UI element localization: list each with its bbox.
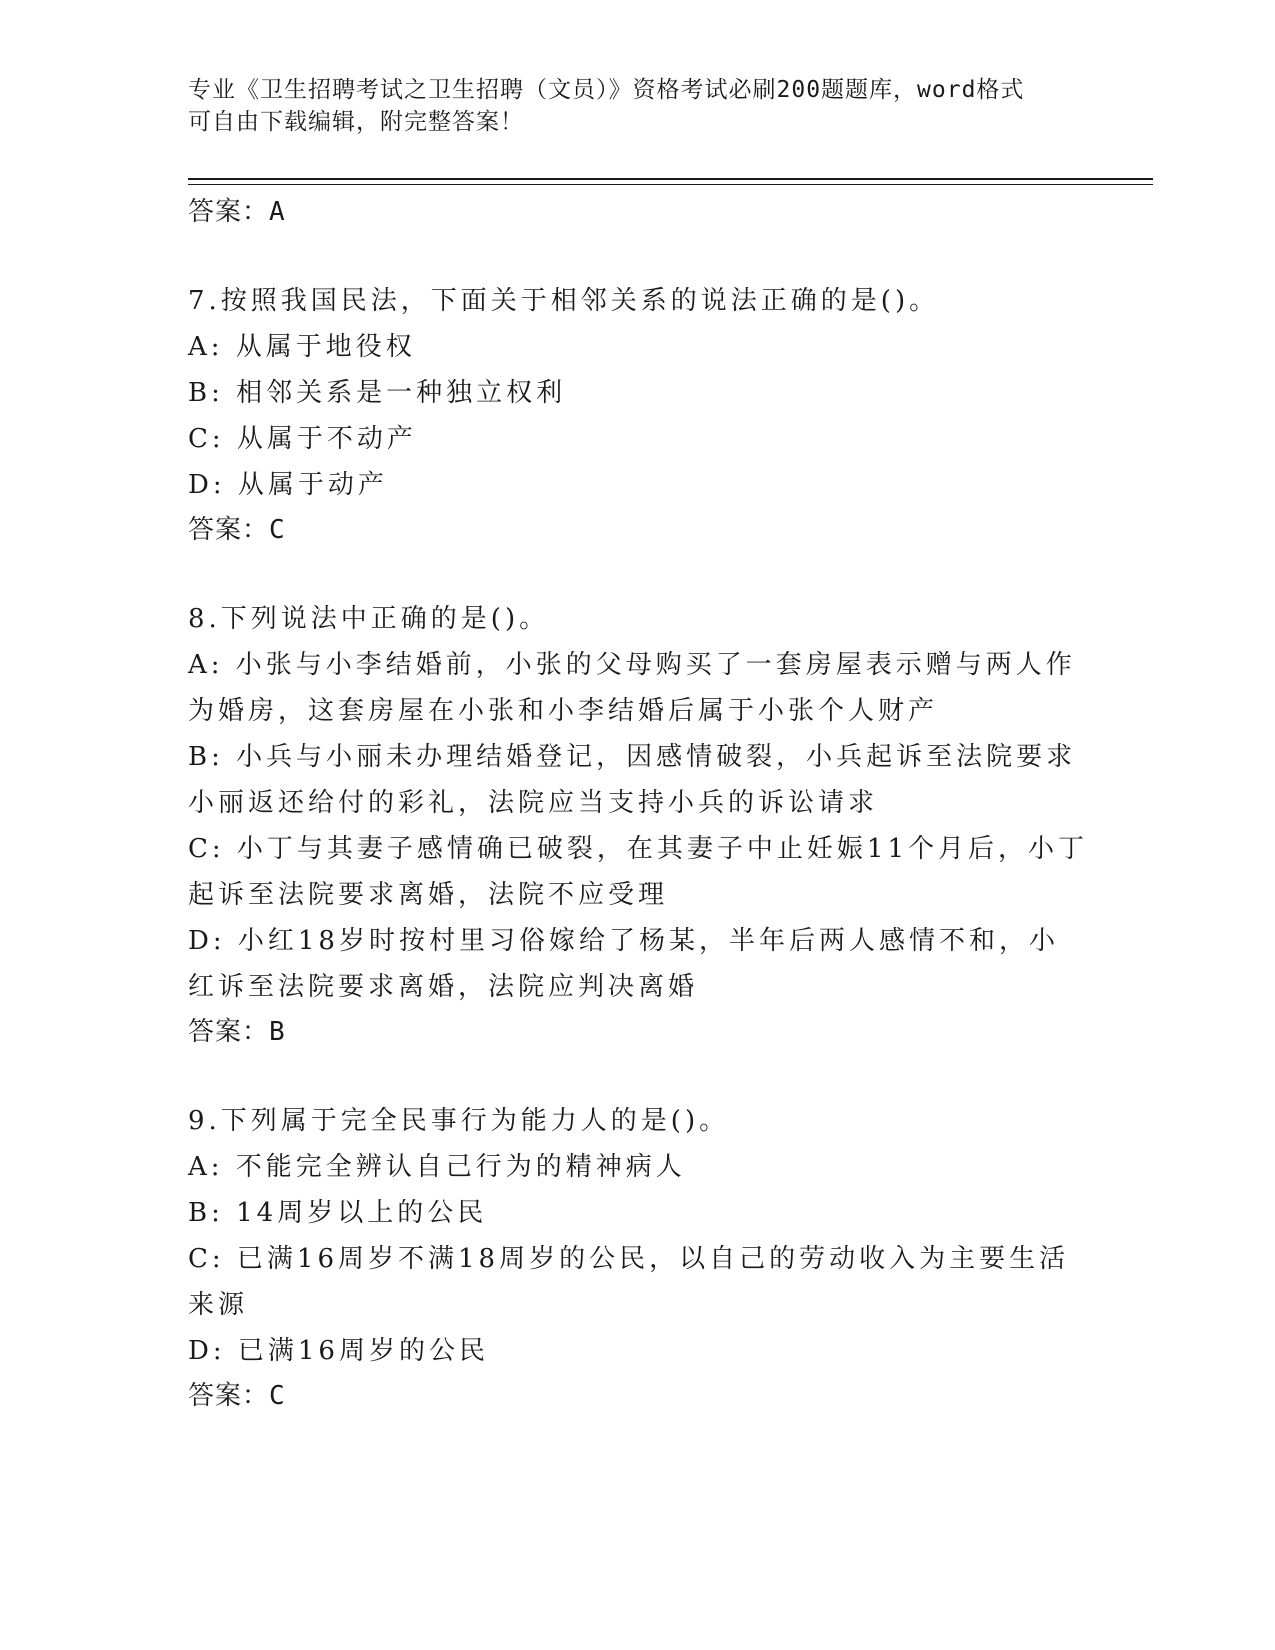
header-divider-thin bbox=[188, 184, 1153, 185]
question-stem: 9.下列属于完全民事行为能力人的是()。 bbox=[188, 1106, 730, 1136]
option-b: B: 相邻关系是一种独立权利 bbox=[188, 378, 567, 408]
option-c: C: 小丁与其妻子感情确已破裂，在其妻子中止妊娠11个月后，小丁起诉至法院要求离婚，法院不应受理 bbox=[188, 834, 1089, 910]
question-stem: 7.按照我国民法，下面关于相邻关系的说法正确的是()。 bbox=[188, 286, 940, 316]
answer-line: 答案：B bbox=[188, 1017, 286, 1047]
option-a: A: 从属于地役权 bbox=[188, 332, 416, 362]
option-d: D: 已满16周岁的公民 bbox=[188, 1336, 489, 1366]
option-c: C: 从属于不动产 bbox=[188, 424, 417, 454]
option-c: C: 已满16周岁不满18周岁的公民，以自己的劳动收入为主要生活来源 bbox=[188, 1244, 1070, 1320]
answer-line: 答案：C bbox=[188, 515, 286, 545]
question-block-8 bbox=[188, 596, 1088, 1054]
header-line-2: 可自由下载编辑，附完整答案！ bbox=[188, 109, 524, 135]
option-a: A: 不能完全辨认自己行为的精神病人 bbox=[188, 1152, 686, 1182]
header-divider bbox=[188, 178, 1153, 180]
question-block-9 bbox=[188, 1098, 1088, 1418]
option-d: D: 小红18岁时按村里习俗嫁给了杨某，半年后两人感情不和，小红诉至法院要求离婚，法院应判决离婚 bbox=[188, 926, 1059, 1002]
option-b: B: 小兵与小丽未办理结婚登记，因感情破裂，小兵起诉至法院要求小丽返还给付的彩礼，法院应当支持小兵的诉讼请求 bbox=[188, 742, 1077, 818]
option-d: D: 从属于动产 bbox=[188, 470, 388, 500]
document-body bbox=[188, 190, 1088, 1418]
question-block-7 bbox=[188, 278, 1088, 552]
document-header bbox=[188, 74, 1088, 138]
answer-line: 答案：A bbox=[188, 197, 286, 227]
option-a: A: 小张与小李结婚前，小张的父母购买了一套房屋表示赠与两人作为婚房，这套房屋在小张和小李结婚后属于小张个人财产 bbox=[188, 650, 1076, 726]
answer-line: 答案：C bbox=[188, 1381, 286, 1411]
header-line-1: 专业《卫生招聘考试之卫生招聘（文员）》资格考试必刷200题题库，word格式 bbox=[188, 77, 1025, 103]
option-b: B: 14周岁以上的公民 bbox=[188, 1198, 488, 1228]
question-stem: 8.下列说法中正确的是()。 bbox=[188, 604, 550, 634]
